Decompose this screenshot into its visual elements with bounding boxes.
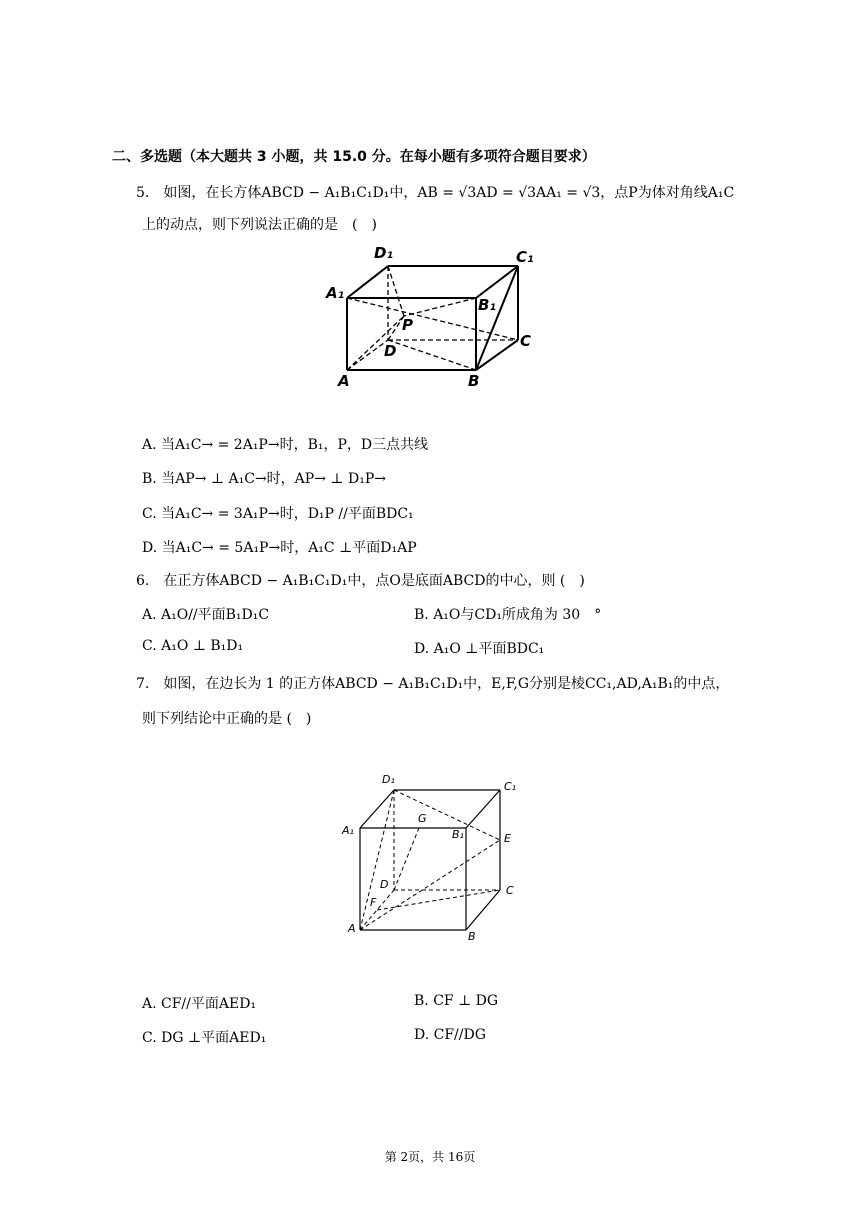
label-C1: C₁ (516, 248, 534, 266)
q6-stem: 6. 在正方体ABCD − A₁B₁C₁D₁中，点O是底面ABCD的中心，则 ( ) (136, 573, 585, 589)
label-B: B (468, 930, 476, 942)
q5-cuboid-figure (320, 240, 550, 392)
label-C1: C₁ (504, 780, 517, 793)
q6-option-d: D. A₁O ⊥平面BDC₁ (414, 641, 545, 657)
label-B: B (468, 372, 480, 390)
label-B1: B₁ (478, 296, 497, 314)
q7-option-d: D. CF//DG (414, 1027, 486, 1043)
q7-option-c: C. DG ⊥平面AED₁ (142, 1030, 267, 1046)
label-B1: B₁ (452, 828, 464, 841)
q5-option-c: C. 当A₁C→ = 3A₁P→时，D₁P //平面BDC₁ (142, 506, 414, 522)
label-D1: D₁ (382, 773, 395, 786)
q6-option-a: A. A₁O//平面B₁D₁C (142, 607, 270, 623)
q6-option-b: B. A₁O与CD₁所成角为 30 ° (414, 607, 602, 623)
q7-option-a: A. CF//平面AED₁ (142, 996, 257, 1012)
page-footer: 第 2页，共 16页 (384, 1150, 476, 1164)
label-D: D (380, 878, 389, 891)
label-A1: A₁ (342, 824, 354, 837)
label-E: E (504, 832, 511, 845)
section-header: 二、多选题（本大题共 3 小题，共 15.0 分。在每小题有多项符合题目要求） (112, 149, 596, 165)
q5-option-b: B. 当AP→ ⊥ A₁C→时，AP→ ⊥ D₁P→ (142, 471, 386, 487)
q7-cube-figure (336, 770, 526, 942)
q5-stem-line2: 上的动点，则下列说法正确的是 ( ) (142, 217, 377, 233)
label-A1: A₁ (326, 284, 345, 302)
label-P: P (402, 316, 413, 334)
label-A: A (338, 372, 350, 390)
label-G: G (418, 812, 427, 825)
label-D1: D₁ (374, 244, 394, 262)
label-A: A (348, 922, 356, 935)
q6-option-c: C. A₁O ⊥ B₁D₁ (142, 638, 244, 654)
label-C: C (520, 332, 532, 350)
q5-stem-line1: 5. 如图，在长方体ABCD − A₁B₁C₁D₁中，AB = √3AD = √3AA₁ = √3，点P为体对角线A₁C (136, 185, 735, 201)
q5-option-d: D. 当A₁C→ = 5A₁P→时，A₁C ⊥平面D₁AP (142, 540, 417, 556)
label-F: F (370, 896, 377, 909)
label-D: D (384, 342, 397, 360)
q7-stem-line2: 则下列结论中正确的是 ( ) (142, 711, 312, 727)
q5-option-a: A. 当A₁C→ = 2A₁P→时，B₁，P，D三点共线 (142, 437, 429, 453)
q7-stem-line1: 7. 如图，在边长为 1 的正方体ABCD − A₁B₁C₁D₁中，E,F,G分别是棱CC₁,AD,A₁B₁的中点， (136, 676, 730, 692)
label-C: C (506, 884, 514, 897)
q7-option-b: B. CF ⊥ DG (414, 993, 499, 1009)
